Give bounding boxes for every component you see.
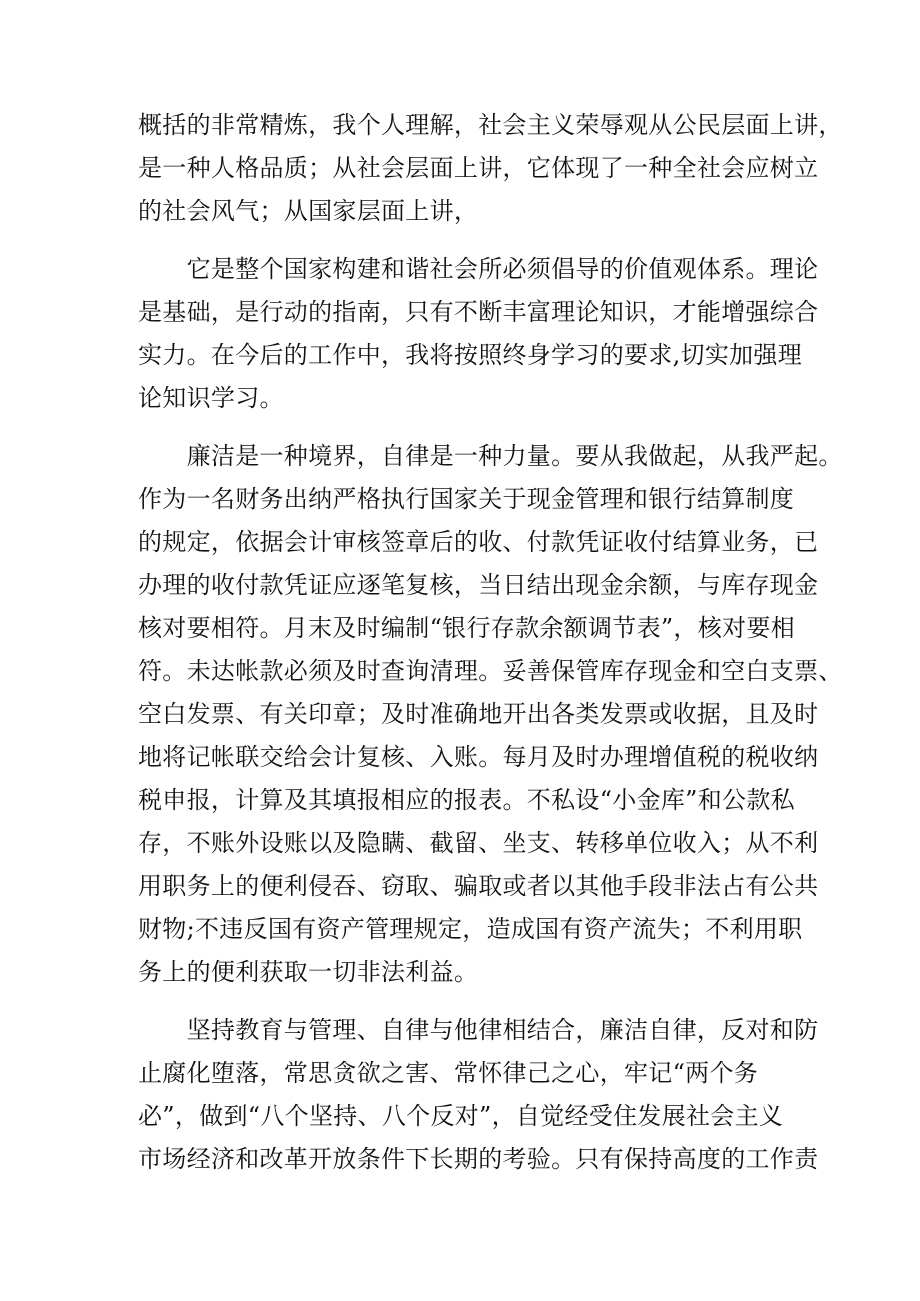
text-line: 必”，做到“八个坚持、八个反对”，自觉经受住发展社会主义 <box>138 1102 784 1130</box>
text-line: 止腐化堕落，常思贪欲之害、常怀律己之心，牢记“两个务 <box>138 1059 759 1087</box>
text-line: 论知识学习。 <box>138 384 284 412</box>
paragraph-4 <box>138 1009 819 1181</box>
text-line: 坚持教育与管理、自律与他律相结合，廉洁自律，反对和防 <box>138 1016 819 1044</box>
text-line: 是一种人格品质；从社会层面上讲，它体现了一种全社会应树立 <box>138 154 819 182</box>
text-line: 空白发票、有关印章；及时准确地开出各类发票或收据，且及时 <box>138 700 819 728</box>
text-line: 存，不账外设账以及隐瞒、截留、坐支、转移单位收入；从不利 <box>138 829 819 857</box>
text-line: 地将记帐联交给会计复核、入账。每月及时办理增值税的税收纳 <box>138 743 819 771</box>
text-line: 务上的便利获取一切非法利益。 <box>138 958 479 986</box>
paragraph-2 <box>138 248 819 420</box>
text-line: 符。未达帐款必须及时查询清理。妥善保管库存现金和空白支票、 <box>138 657 843 685</box>
text-line: 作为一名财务出纳严格执行国家关于现金管理和银行结算制度 <box>138 485 795 513</box>
text-line: 用职务上的便利侵吞、窃取、骗取或者以其他手段非法占有公共 <box>138 872 819 900</box>
text-line: 核对要相符。月末及时编制“银行存款余额调节表”，核对要相 <box>138 614 795 642</box>
paragraph-1 <box>138 104 843 233</box>
text-line: 概括的非常精炼，我个人理解，社会主义荣辱观从公民层面上讲， <box>138 111 843 139</box>
text-line: 实力。在今后的工作中，我将按照终身学习的要求,切实加强理 <box>138 341 803 369</box>
text-line: 的规定，依据会计审核签章后的收、付款凭证收付结算业务，已 <box>138 528 819 556</box>
paragraph-3 <box>138 435 843 994</box>
text-line: 市场经济和改革开放条件下长期的考验。只有保持高度的工作责 <box>138 1145 819 1173</box>
text-line: 廉洁是一种境界，自律是一种力量。要从我做起，从我严起。 <box>138 442 843 470</box>
document-body <box>138 104 843 1181</box>
text-line: 是基础，是行动的指南，只有不断丰富理论知识，才能增强综合 <box>138 298 819 326</box>
text-line: 它是整个国家构建和谐社会所必须倡导的价值观体系。理论 <box>138 255 819 283</box>
text-line: 税申报，计算及其填报相应的报表。不私设“小金库”和公款私 <box>138 786 795 814</box>
text-line: 办理的收付款凭证应逐笔复核，当日结出现金余额，与库存现金 <box>138 571 819 599</box>
text-line: 财物;不违反国有资产管理规定，造成国有资产流失；不利用职 <box>138 915 803 943</box>
text-line: 的社会风气；从国家层面上讲， <box>138 197 479 225</box>
